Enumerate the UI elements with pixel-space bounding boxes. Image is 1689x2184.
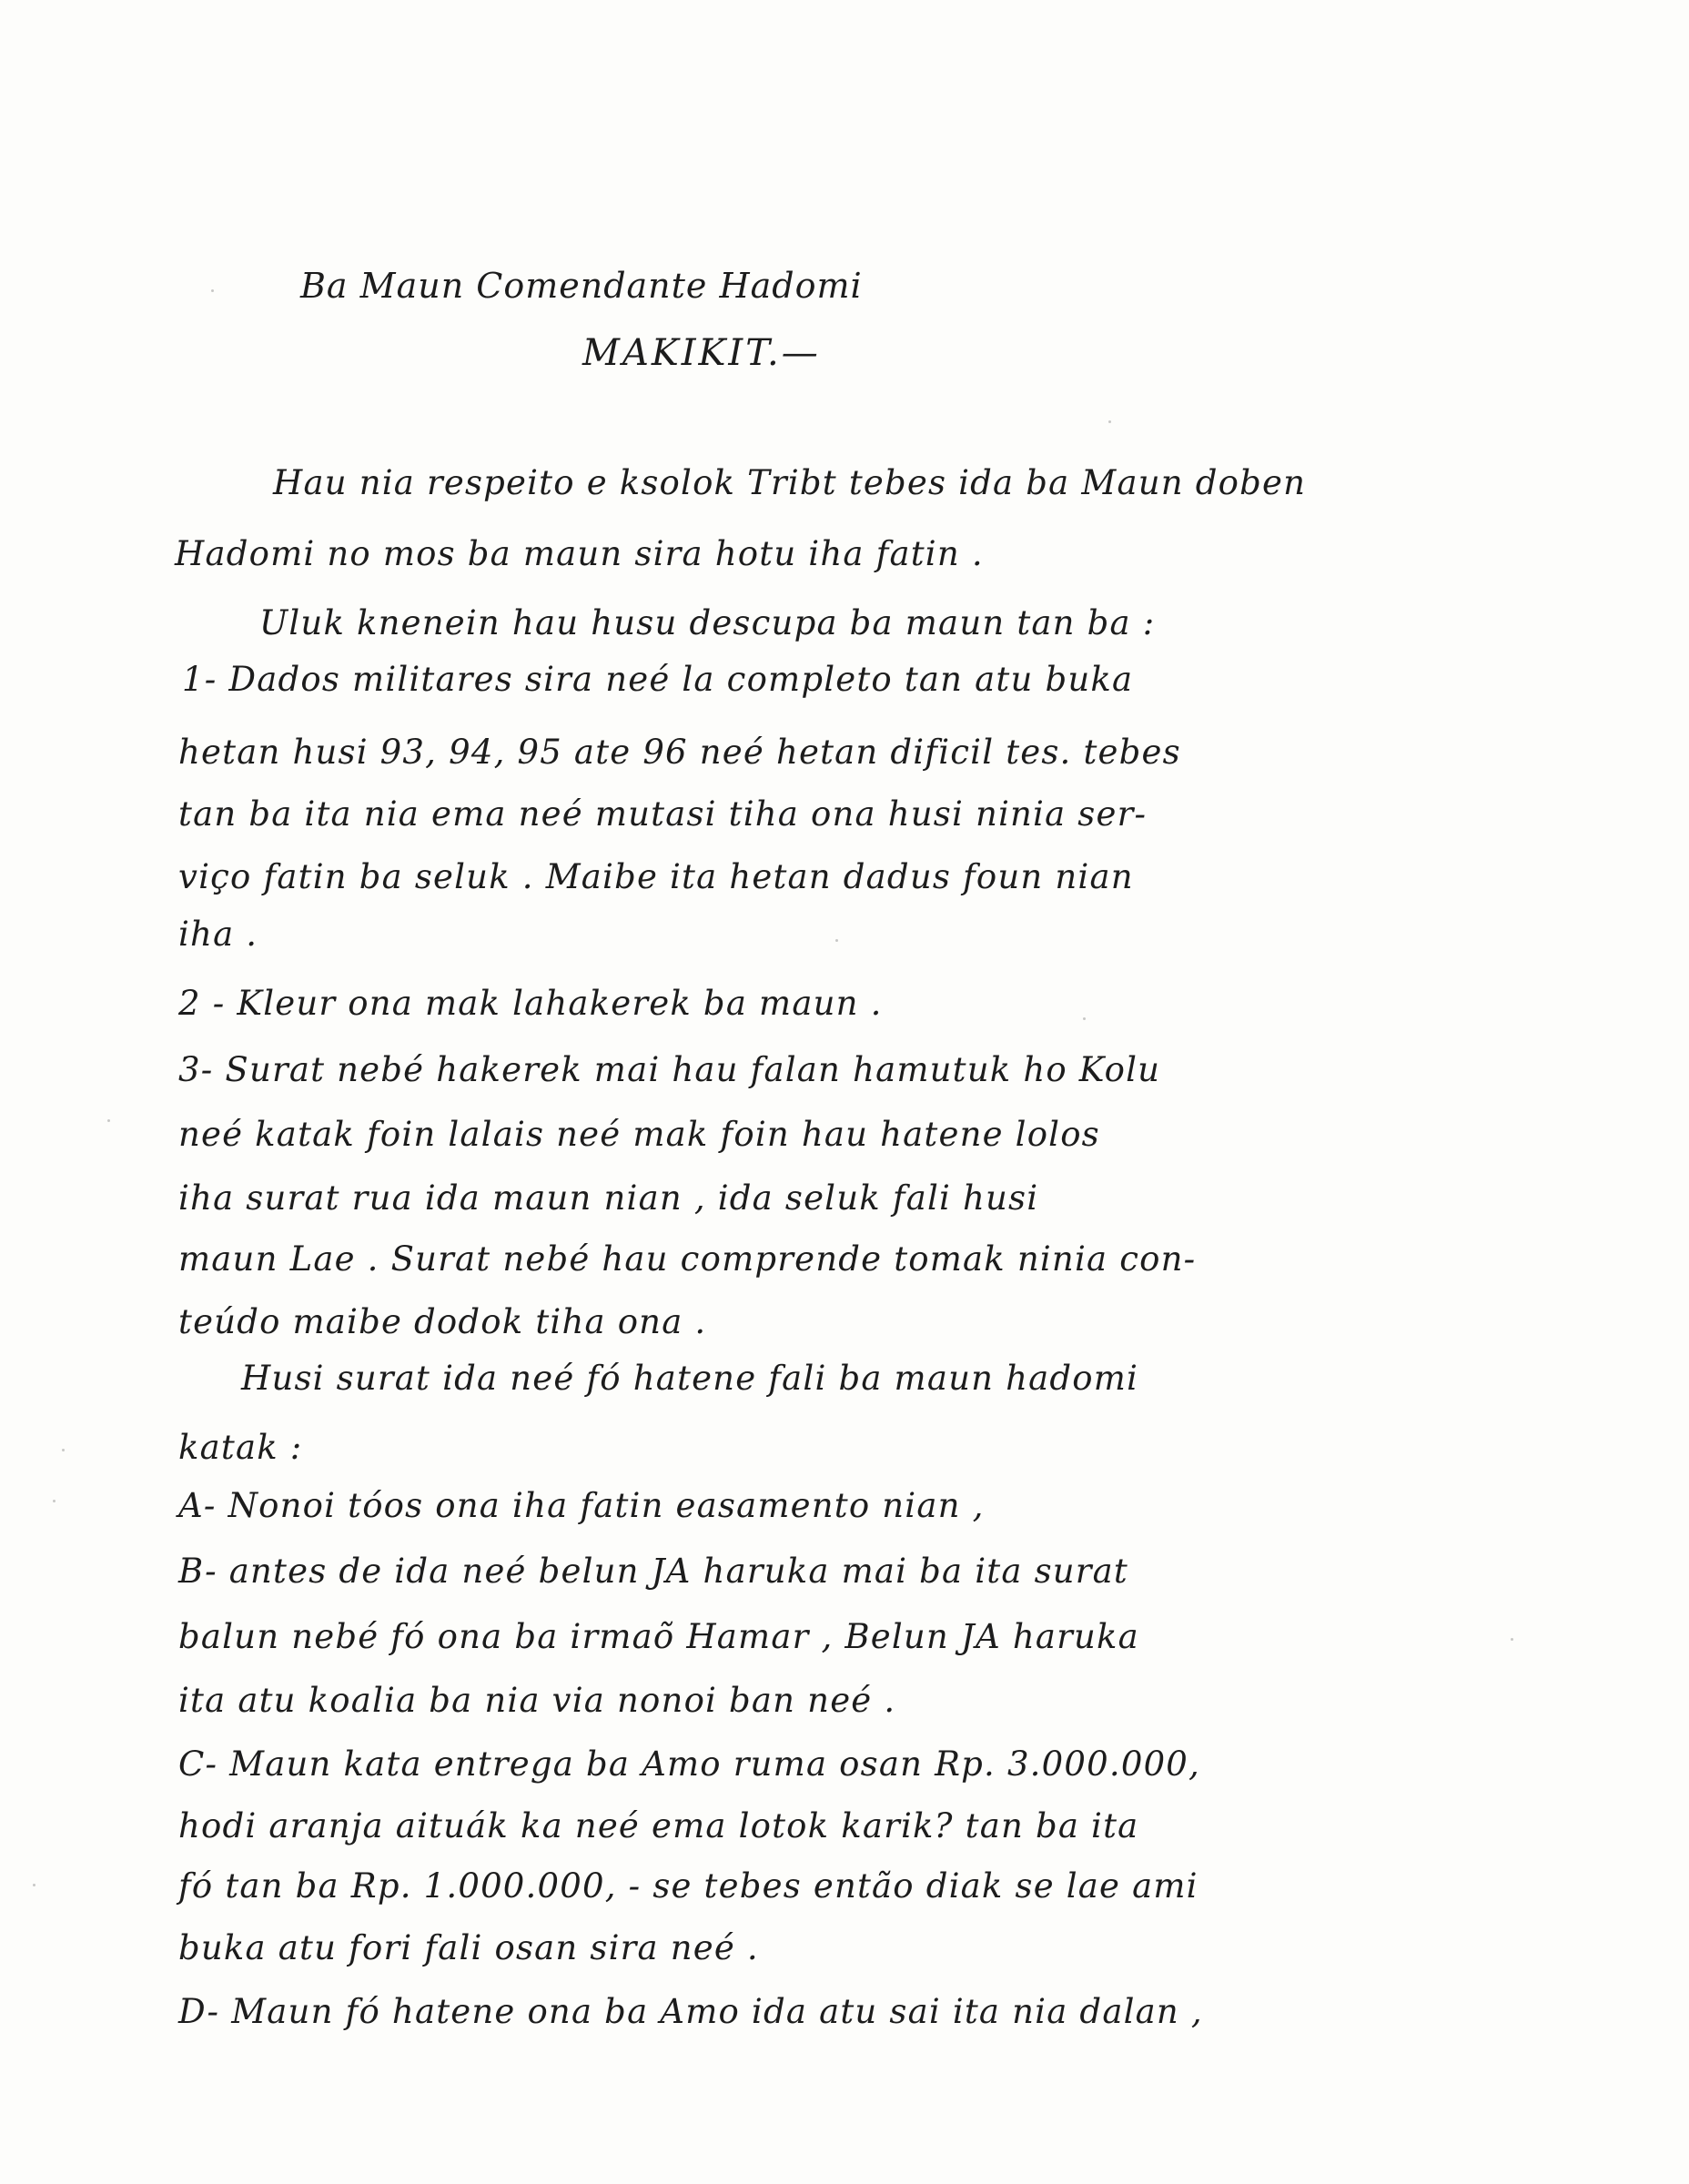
letter-line: Hadomi no mos ba maun sira hotu iha fatin . [175, 534, 984, 573]
scan-speck [1108, 420, 1111, 423]
letter-line: fó tan ba Rp. 1.000.000, - se tebes então diak se lae ami [178, 1866, 1198, 1906]
letter-line: neé katak foin lalais neé mak foin hau hatene lolos [178, 1115, 1100, 1154]
addressee-line-1: Ba Maun Comendante Hadomi [300, 266, 863, 306]
letter-line: balun nebé fó ona ba irmaõ Hamar , Belun JA haruka [178, 1617, 1139, 1656]
letter-line: iha . [178, 915, 258, 954]
letter-line: hetan husi 93, 94, 95 ate 96 neé hetan dificil tes. tebes [178, 733, 1181, 772]
addressee-line-2: MAKIKIT.— [582, 332, 821, 374]
letter-line: D- Maun fó hatene ona ba Amo ida atu sai ita nia dalan , [178, 1992, 1203, 2031]
letter-line: teúdo maibe dodok tiha ona . [178, 1302, 707, 1341]
scan-speck [33, 1884, 35, 1886]
letter-line: katak : [178, 1428, 303, 1467]
letter-line: hodi aranja aituák ka neé ema lotok karik? tan ba ita [178, 1806, 1139, 1845]
letter-line: Uluk knenein hau husu descupa ba maun tan ba : [259, 603, 1156, 642]
letter-line: iha surat rua ida maun nian , ida seluk fali husi [178, 1178, 1039, 1218]
letter-line: A- Nonoi tóos ona iha fatin easamento nian , [178, 1486, 985, 1525]
letter-line: viço fatin ba seluk . Maibe ita hetan dadus foun nian [178, 857, 1134, 896]
letter-line: Hau nia respeito e ksolok Tribt tebes ida ba Maun doben [273, 463, 1307, 502]
letter-line: 3- Surat nebé hakerek mai hau falan hamutuk ho Kolu [178, 1050, 1161, 1089]
letter-line: maun Lae . Surat nebé hau comprende tomak ninia con- [178, 1239, 1197, 1279]
letter-line: buka atu fori fali osan sira neé . [178, 1928, 759, 1967]
scan-speck [211, 289, 214, 292]
scan-speck [53, 1500, 56, 1502]
letter-line: Husi surat ida neé fó hatene fali ba maun hadomi [241, 1359, 1139, 1398]
letter-line: 2 - Kleur ona mak lahakerek ba maun . [178, 984, 883, 1023]
scan-speck [107, 1119, 110, 1122]
scan-speck [62, 1449, 65, 1451]
letter-line: B- antes de ida neé belun JA haruka mai ba ita surat [178, 1552, 1129, 1591]
letter-line: tan ba ita nia ema neé mutasi tiha ona husi ninia ser- [178, 794, 1148, 834]
letter-line: ita atu koalia ba nia via nonoi ban neé . [178, 1681, 896, 1720]
letter-line: C- Maun kata entrega ba Amo ruma osan Rp. 3.000.000, [178, 1744, 1201, 1784]
scan-speck [835, 939, 838, 942]
scan-speck [1083, 1017, 1086, 1020]
scan-speck [1511, 1638, 1513, 1641]
letter-line: 1- Dados militares sira neé la completo tan atu buka [182, 660, 1134, 699]
